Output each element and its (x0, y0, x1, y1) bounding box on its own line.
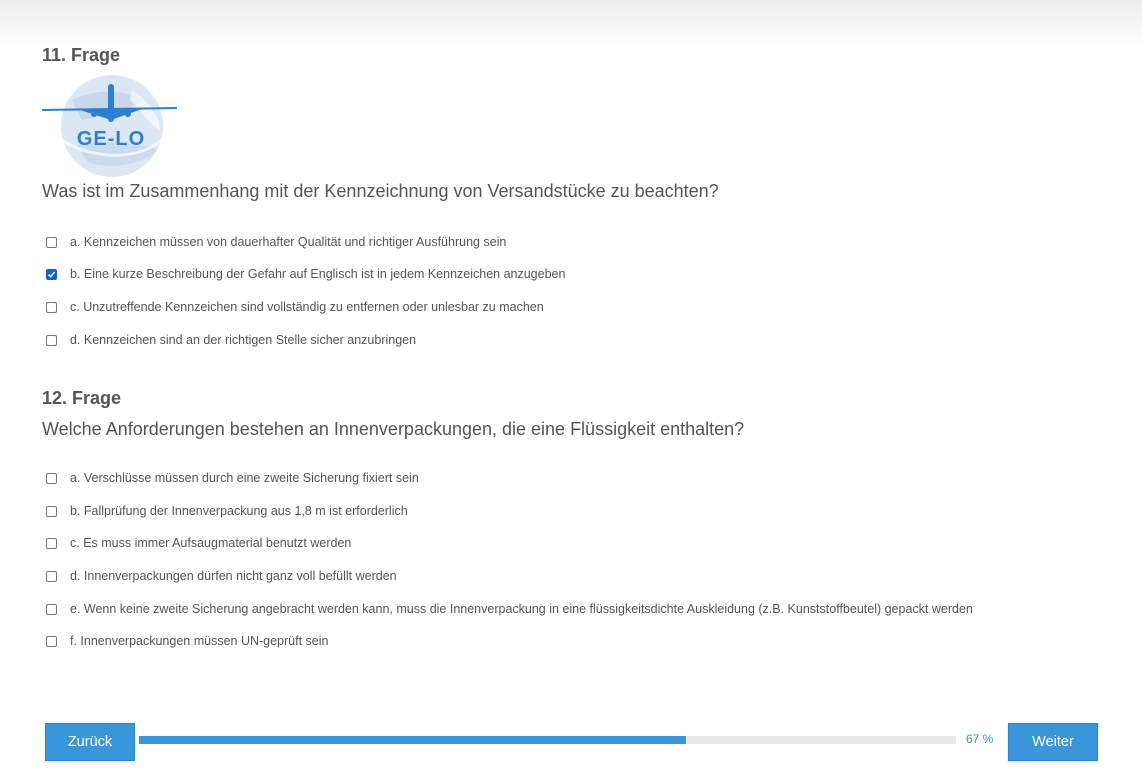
next-button[interactable]: Weiter (1008, 723, 1098, 761)
q12-option-f[interactable] (42, 631, 328, 651)
checkbox[interactable] (46, 269, 57, 280)
progress-bar (139, 736, 956, 744)
option-label: d. Kennzeichen sind an der richtigen Stelle sicher anzubringen (70, 333, 417, 347)
option-label: a. Kennzeichen müssen von dauerhafter Qualität und richtiger Ausführung sein (70, 235, 507, 249)
logo-text: GE-LO (76, 128, 146, 150)
q12-option-e[interactable] (42, 599, 973, 619)
option-label: d. Innenverpackungen dürfen nicht ganz voll befüllt werden (70, 569, 397, 583)
question-11-number: 11. Frage (42, 45, 121, 65)
q11-option-b[interactable] (42, 264, 565, 284)
q12-option-c[interactable] (42, 533, 351, 553)
question-12-number: 12. Frage (42, 388, 122, 408)
ge-lo-logo (42, 70, 180, 178)
q11-option-a[interactable] (42, 232, 506, 252)
option-label: f. Innenverpackungen müssen UN-geprüft sein (70, 634, 329, 648)
checkbox[interactable] (46, 538, 57, 549)
checkbox[interactable] (46, 302, 57, 313)
progress-percent: 67 % (966, 732, 994, 746)
progress-fill (139, 736, 686, 744)
option-label: c. Es muss immer Aufsaugmaterial benutzt werden (70, 536, 352, 550)
checkbox[interactable] (46, 237, 57, 248)
checkbox[interactable] (46, 636, 57, 647)
checkbox[interactable] (46, 506, 57, 517)
checkbox[interactable] (46, 335, 57, 346)
back-button[interactable]: Zurück (45, 723, 135, 761)
question-12-text: Welche Anforderungen bestehen an Innenverpackungen, die eine Flüssigkeit enthalten? (42, 419, 745, 439)
checkbox[interactable] (46, 604, 57, 615)
option-label: b. Fallprüfung der Innenverpackung aus 1,8 m ist erforderlich (70, 504, 408, 518)
q11-option-d[interactable] (42, 330, 416, 350)
checkbox[interactable] (46, 473, 57, 484)
option-label: a. Verschlüsse müssen durch eine zweite Sicherung fixiert sein (70, 471, 419, 485)
option-label: c. Unzutreffende Kennzeichen sind vollständig zu entfernen oder unlesbar zu machen (70, 300, 544, 314)
question-11-text: Was ist im Zusammenhang mit der Kennzeichnung von Versandstücke zu beachten? (42, 181, 719, 201)
checkbox[interactable] (46, 571, 57, 582)
q11-option-c[interactable] (42, 297, 544, 317)
top-shade (0, 0, 1142, 48)
q12-option-d[interactable] (42, 566, 397, 586)
q12-option-a[interactable] (42, 468, 419, 488)
option-label: b. Eine kurze Beschreibung der Gefahr auf Englisch ist in jedem Kennzeichen anzugeben (70, 267, 566, 281)
q12-option-b[interactable] (42, 501, 408, 521)
option-label: e. Wenn keine zweite Sicherung angebracht werden kann, muss die Innenverpackung in eine flüssigkeitsdichte Auskleidung (z.B. Kunststoffbeutel) gepackt werden (70, 602, 973, 616)
